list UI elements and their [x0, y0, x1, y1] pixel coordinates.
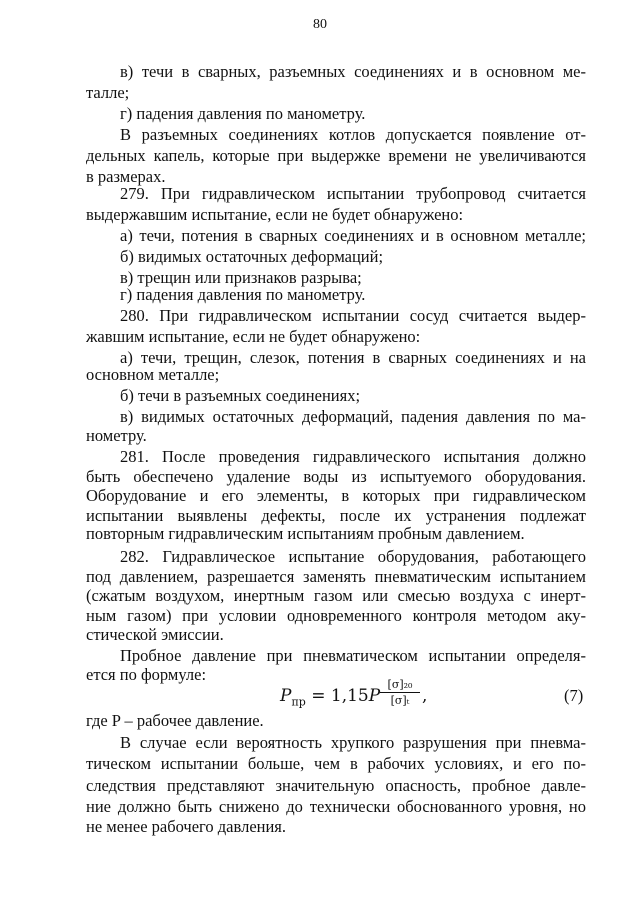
text-line: б) течи в разъемных соединениях; [120, 386, 361, 405]
text-line: под давлением, разрешается заменять пневматическим испытанием [86, 567, 586, 586]
text-line: быть обеспечено удаление воды из испытуемого оборудования. [86, 467, 586, 486]
text-line: ние должно быть снижено до технически обоснованного уровня, но [86, 797, 586, 816]
formula-numerator: [σ]₂₀ [380, 678, 420, 693]
text-line: г) падения давления по манометру. [120, 104, 366, 123]
text-line: Пробное давление при пневматическом испытании определя- [120, 646, 586, 665]
text-line: 281. После проведения гидравлического испытания должно [120, 447, 586, 466]
text-line: 279. При гидравлическом испытании трубопровод считается [120, 184, 586, 203]
text-line: нометру. [86, 426, 147, 445]
text-line: (сжатым воздухом, инертным газом или смесью воздуха с инерт- [86, 586, 586, 605]
text-line: стической эмиссии. [86, 625, 224, 644]
formula-lhs-var: P [280, 686, 292, 706]
text-line: а) течи, трещин, слезок, потения в сварных соединениях и на [120, 348, 586, 367]
formula-denominator: [σ]ₜ [390, 694, 410, 707]
text-line: г) падения давления по манометру. [120, 285, 366, 304]
text-line: тическом испытании больше, чем в рабочих условиях, и его по- [86, 754, 586, 773]
text-line: выдержавшим испытание, если не будет обнаружено: [86, 205, 464, 224]
text-line: основном металле; [86, 365, 220, 384]
page-number: 80 [313, 17, 327, 32]
formula-lhs-sub: пр [291, 695, 306, 709]
text-line: В разъемных соединениях котлов допускается появление от- [120, 125, 586, 144]
text-line: в) трещин или признаков разрыва; [120, 268, 362, 287]
text-line: где P – рабочее давление. [86, 711, 264, 730]
text-line: не менее рабочего давления. [86, 817, 287, 836]
text-line: В случае если вероятность хрупкого разрушения при пневма- [120, 733, 586, 752]
text-line: ным газом) при условии одновременного контроля методом аку- [86, 606, 586, 625]
text-line: дельных капель, которые при выдержке времени не увеличиваются [86, 146, 586, 165]
equation-number: (7) [564, 686, 584, 705]
text-line: талле; [86, 83, 130, 102]
text-line: 282. Гидравлическое испытание оборудования, работающего [120, 547, 586, 566]
formula-rhs-var: P [368, 686, 381, 706]
text-line: следствия представляют значительную опасность, пробное давле- [86, 776, 586, 795]
text-line: в) течи в сварных, разъемных соединениях и в основном ме- [120, 62, 586, 81]
text-line: а) течи, потения в сварных соединениях и в основном металле; [120, 226, 586, 245]
formula-lhs [280, 686, 380, 708]
text-line: 280. При гидравлическом испытании сосуд считается выдер- [120, 306, 586, 325]
text-line: Оборудование и его элементы, в которых при гидравлическом [86, 486, 586, 505]
text-line: жавшим испытание, если не будет обнаружено: [86, 327, 421, 346]
text-line: повторным гидравлическим испытаниям пробным давлением. [86, 524, 525, 543]
formula-fraction [380, 678, 420, 707]
text-line: б) видимых остаточных деформаций; [120, 247, 384, 266]
text-line: ется по формуле: [86, 665, 207, 684]
text-line: в размерах. [86, 167, 166, 186]
text-line: в) видимых остаточных деформаций, падения давления по ма- [120, 407, 586, 426]
formula-comma: , [422, 686, 428, 706]
text-line: испытании выявлены дефекты, после их устранения подлежат [86, 506, 586, 525]
formula-rhs: = 1,15 [305, 686, 369, 706]
